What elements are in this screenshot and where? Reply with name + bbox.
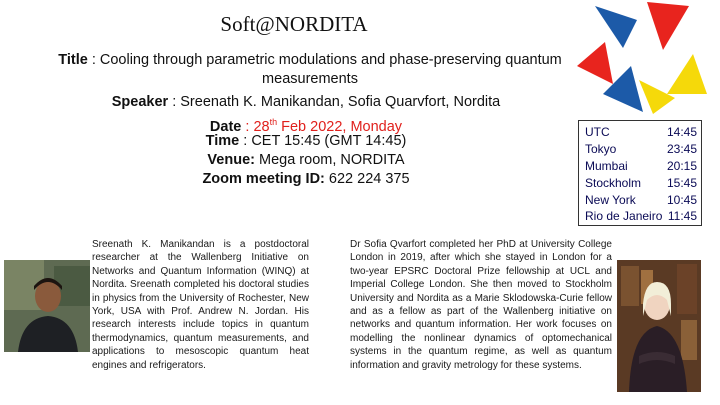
timezone-time: 11:45 [667,209,697,223]
zoom-label: Zoom meeting ID: [202,171,325,187]
timezone-row [585,124,697,141]
date-label: Date [209,118,242,135]
venue-label: Venue: [207,152,255,168]
speaker2-photo [617,260,701,392]
speaker1-photo [4,260,90,352]
zoom-value: 622 224 375 [324,171,410,187]
timezone-city: Rio de Janeiro [585,209,663,223]
speaker-value: : Sreenath K. Manikandan, Sofia Quarvfort, Nordita [168,94,501,110]
timezone-city: Mumbai [585,159,628,173]
time-label: Time [205,133,240,149]
timezone-row [585,158,697,175]
talk-time [0,132,612,151]
date-suffix: th [269,117,278,127]
timezone-time: 23:45 [666,142,697,156]
title-value: : Cooling through parametric modulations and phase-preserving quantum measurements [87,52,562,87]
timezone-time: 10:45 [666,193,697,207]
talk-title [30,51,590,89]
time-value: : CET 15:45 (GMT 14:45) [239,133,407,149]
speaker1-bio: Sreenath K. Manikandan is a postdoctoral researcher at the Wallenberg Initiative on Networks and Quantum Information (WINQ) at Nordita. Sreenath completed his doctoral studies in physics from the University of Rochester, New York, USA with Prof. Andrew N. Jordan. His research interests include topics in quantum thermodynamics, quantum measurements, and applications to mesoscopic quantum heat engines and refrigerators. [92,239,309,371]
talk-speaker [0,93,612,112]
timezone-city: New York [585,193,636,207]
timezone-city: UTC [585,125,610,139]
venue-value: Mega room, NORDITA [254,152,405,168]
timezone-time: 20:15 [666,159,697,173]
timezone-row [585,141,697,158]
timezone-city: Stockholm [585,176,642,190]
page-title: Soft@NORDITA [220,12,368,36]
date-day: 28 [253,118,270,135]
title-label: Title [58,52,88,68]
date-rest: Feb 2022, Monday [277,118,403,135]
timezone-row [585,192,697,209]
date-sep: : [241,118,254,135]
timezone-time: 15:45 [666,176,697,190]
talk-venue [0,151,612,170]
zoom-meeting [0,170,612,189]
timezone-row [585,175,697,192]
timezone-time: 14:45 [666,125,697,139]
speaker-label: Speaker [111,94,169,110]
timezone-row [585,208,697,225]
timezone-table [578,120,702,226]
nordita-logo [577,2,715,114]
timezone-city: Tokyo [585,142,617,156]
speaker2-bio: Dr Sofia Qvarfort completed her PhD at University College London in 2019, after which she stayed in London for a two-year EPSRC Doctoral Prize fellowship at UCL and Imperial College London. She then moved to Stockholm University and Nordita as a Marie Sklodowska-Curie fellow and as a fellow as part of the Wallenberg initiative on networks and quantum information. Her work focuses on modelling the nonlinear dynamics of optomechanical systems in the quantum regime, as well as quantum information and gravity metrology for these systems. [350,239,612,371]
